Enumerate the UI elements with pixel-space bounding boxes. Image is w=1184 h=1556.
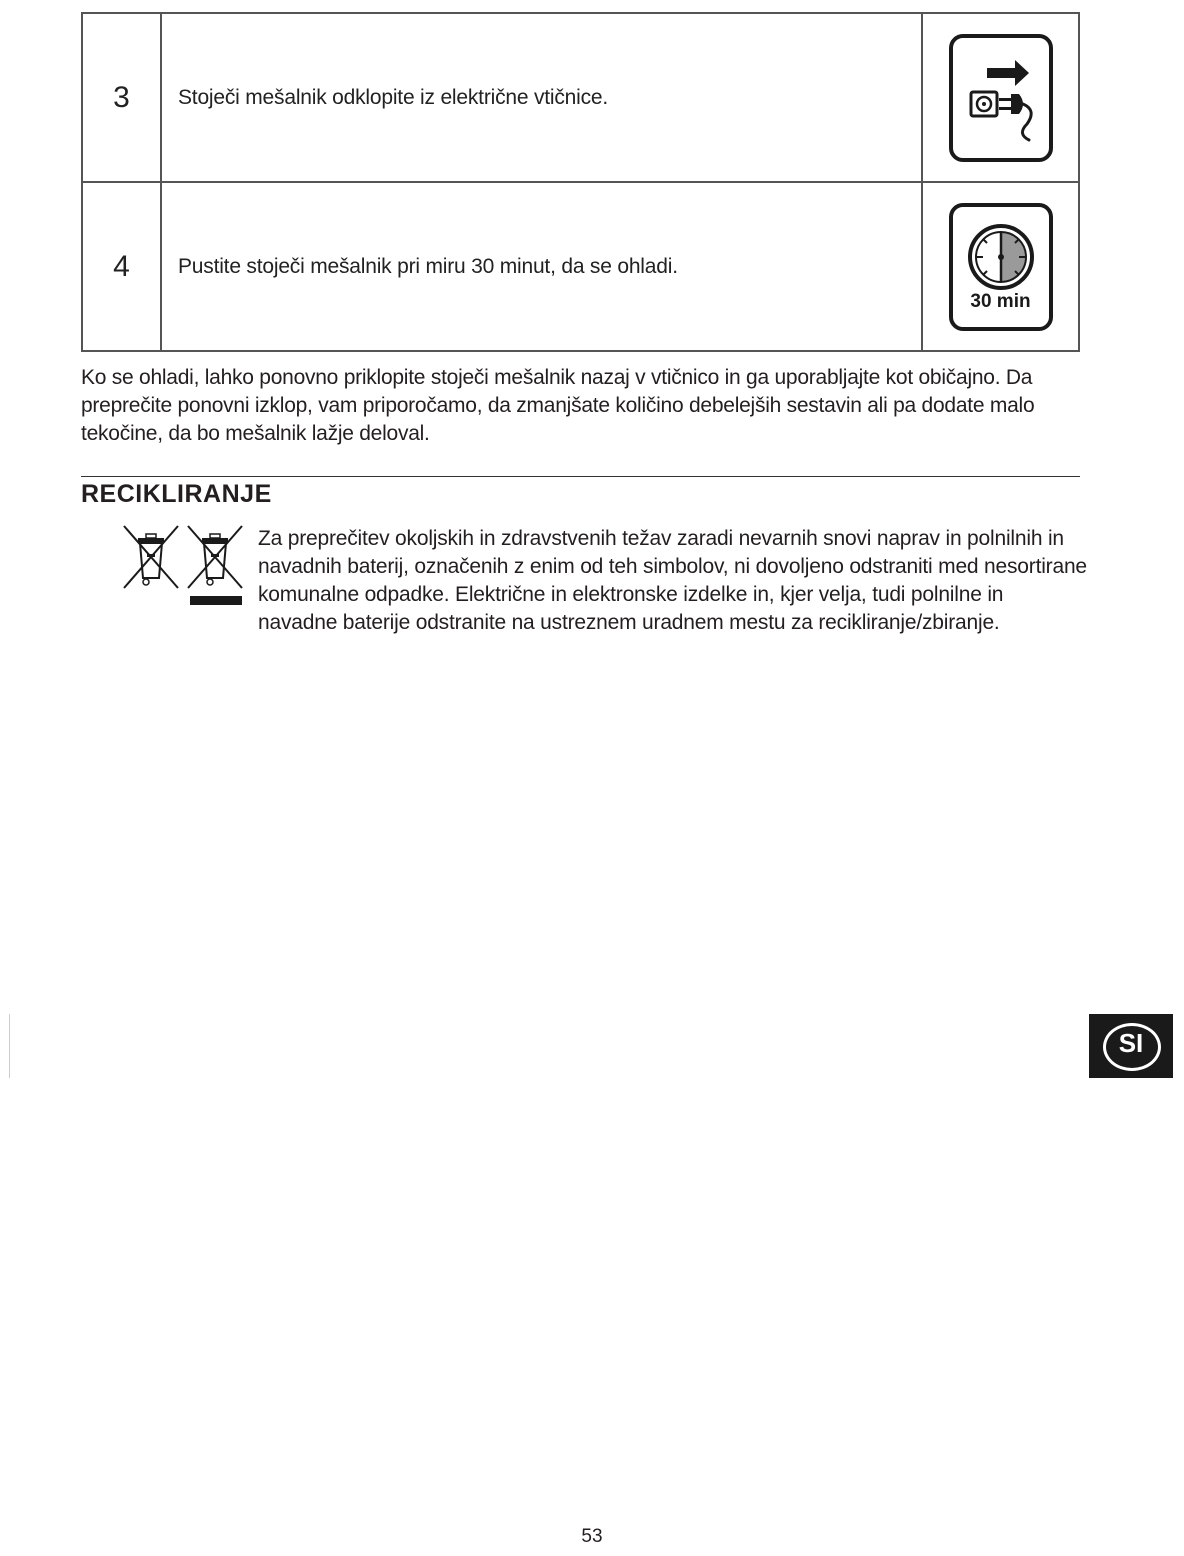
- step-row-4: [82, 182, 1079, 351]
- step-number: 3: [82, 13, 161, 182]
- language-badge: [1089, 1014, 1173, 1078]
- unplug-icon: [949, 34, 1053, 162]
- cooldown-paragraph: Ko se ohladi, lahko ponovno priklopite stoječi mešalnik nazaj v vtičnico in ga uporabljajte kot običajno. Da preprečite ponovni izklop, vam priporočamo, da zmanjšate količino debelejših sestavin ali pa dodate malo tekočine, da bo mešalnik lažje deloval.: [81, 366, 1035, 445]
- steps-table: [81, 12, 1080, 352]
- step-text: Pustite stoječi mešalnik pri miru 30 minut, da se ohladi.: [161, 182, 922, 351]
- timer-label: 30 min: [970, 290, 1031, 312]
- crossed-bin-icon: [124, 526, 178, 588]
- page-number: 53: [581, 1526, 603, 1547]
- timer-icon: [949, 203, 1053, 331]
- margin-line: [9, 1014, 10, 1078]
- recycling-paragraph: Za preprečitev okoljskih in zdravstvenih težav zaradi nevarnih snovi naprav in polnilnih in navadnih baterij, označenih z enim od teh simbolov, ni dovoljeno odstraniti med nesortirane komunalne odpadke. Električne in elektronske izdelke in, kjer velja, tudi polnilne in navadne baterije odstranite na ustreznem uradnem mestu za recikliranje/zbiranje.: [258, 527, 1087, 634]
- language-code: SI: [1118, 1028, 1144, 1058]
- crossed-bin-bar-icon: [188, 526, 242, 605]
- section-divider: [81, 476, 1080, 477]
- recycling-heading: RECIKLIRANJE: [81, 480, 272, 508]
- step-text: Stoječi mešalnik odklopite iz električne vtičnice.: [161, 13, 922, 182]
- recycling-icons: [120, 524, 246, 608]
- step-row-3: [82, 13, 1079, 182]
- step-number: 4: [82, 182, 161, 351]
